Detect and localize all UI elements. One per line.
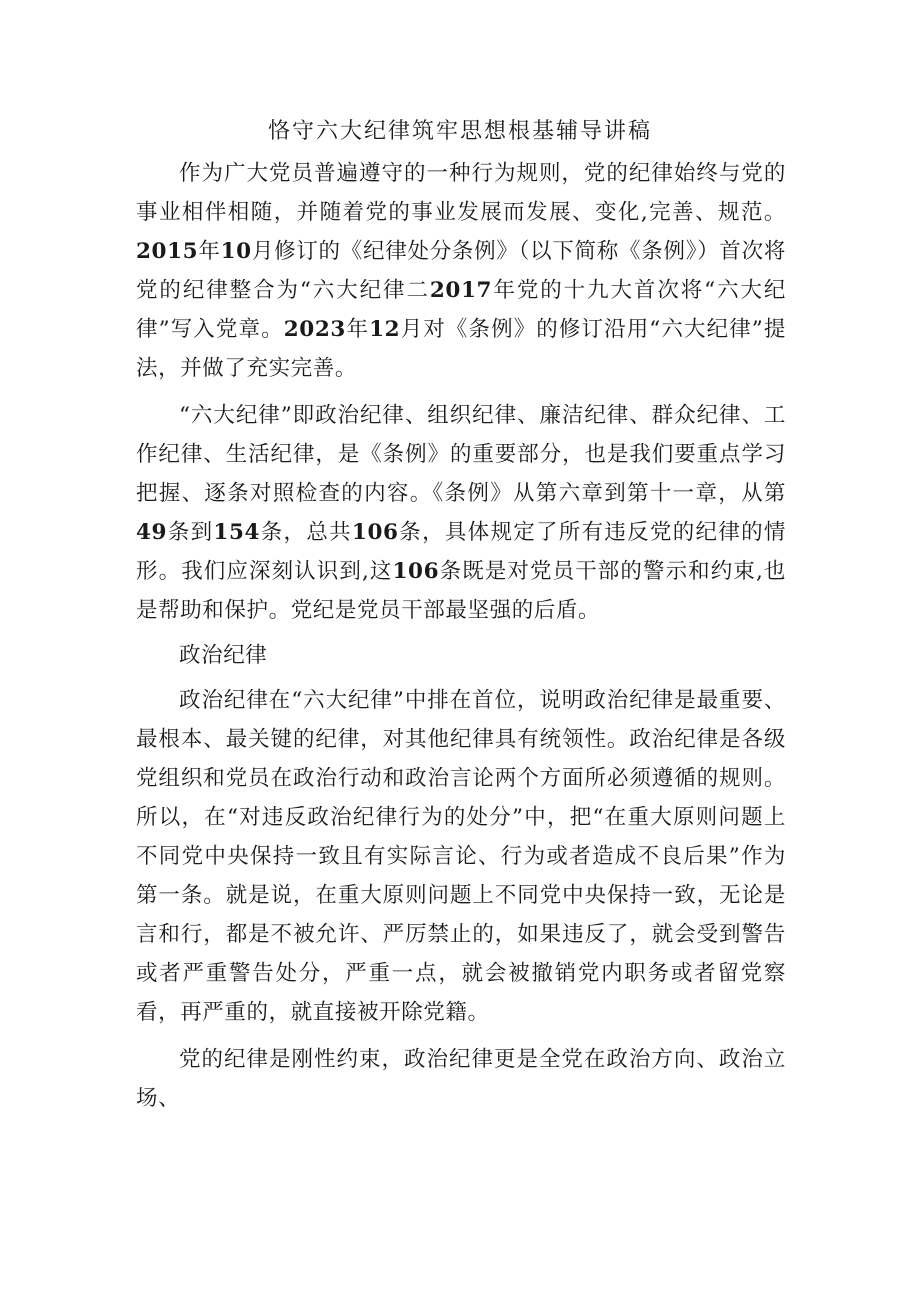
paragraph: 作为广大党员普遍遵守的一种行为规则，党的纪律始终与党的事业相伴相随，并随着党的事业发展而发展、变化,完善、规范。2015年10月修订的《纪律处分条例》（以下简称《条例》）首次将党的纪律整合为“六大纪律二2017年党的十九大首次将“六大纪律”写入党章。2023年12月对《条例》的修订沿用“六大纪律”提法，并做了充实完善。 <box>136 161 786 381</box>
section-heading: 政治纪律 <box>179 643 268 668</box>
paragraph: 党的纪律是刚性约束，政治纪律更是全党在政治方向、政治立场、 <box>136 1047 786 1111</box>
document-body <box>136 154 786 1118</box>
paragraph: 政治纪律在“六大纪律”中排在首位，说明政治纪律是最重要、最根本、最关键的纪律，对其他纪律具有统领性。政治纪律是各级党组织和党员在政治行动和政治言论两个方面所必须遵循的规则。所以，在“对违反政治纪律行为的处分”中，把“在重大原则问题上不同党中央保持一致且有实际言论、行为或者造成不良后果”作为第一条。就是说，在重大原则问题上不同党中央保持一致，无论是言和行，都是不被允许、严厉禁止的，如果违反了，就会受到警告或者严重警告处分，严重一点，就会被撤销党内职务或者留党察看，再严重的，就直接被开除党籍。 <box>136 688 786 1025</box>
document-title: 恪守六大纪律筑牢思想根基辅导讲稿 <box>267 119 652 144</box>
paragraph: “六大纪律”即政治纪律、组织纪律、廉洁纪律、群众纪律、工作纪律、生活纪律，是《条例》的重要部分，也是我们要重点学习把握、逐条对照检查的内容。《条例》从第六章到第十一章，从第49条到154条，总共106条，具体规定了所有违反党的纪律的情形。我们应深刻认识到,这106条既是对党员干部的警示和约束,也是帮助和保护。党纪是党员干部最坚强的后盾。 <box>136 403 786 623</box>
